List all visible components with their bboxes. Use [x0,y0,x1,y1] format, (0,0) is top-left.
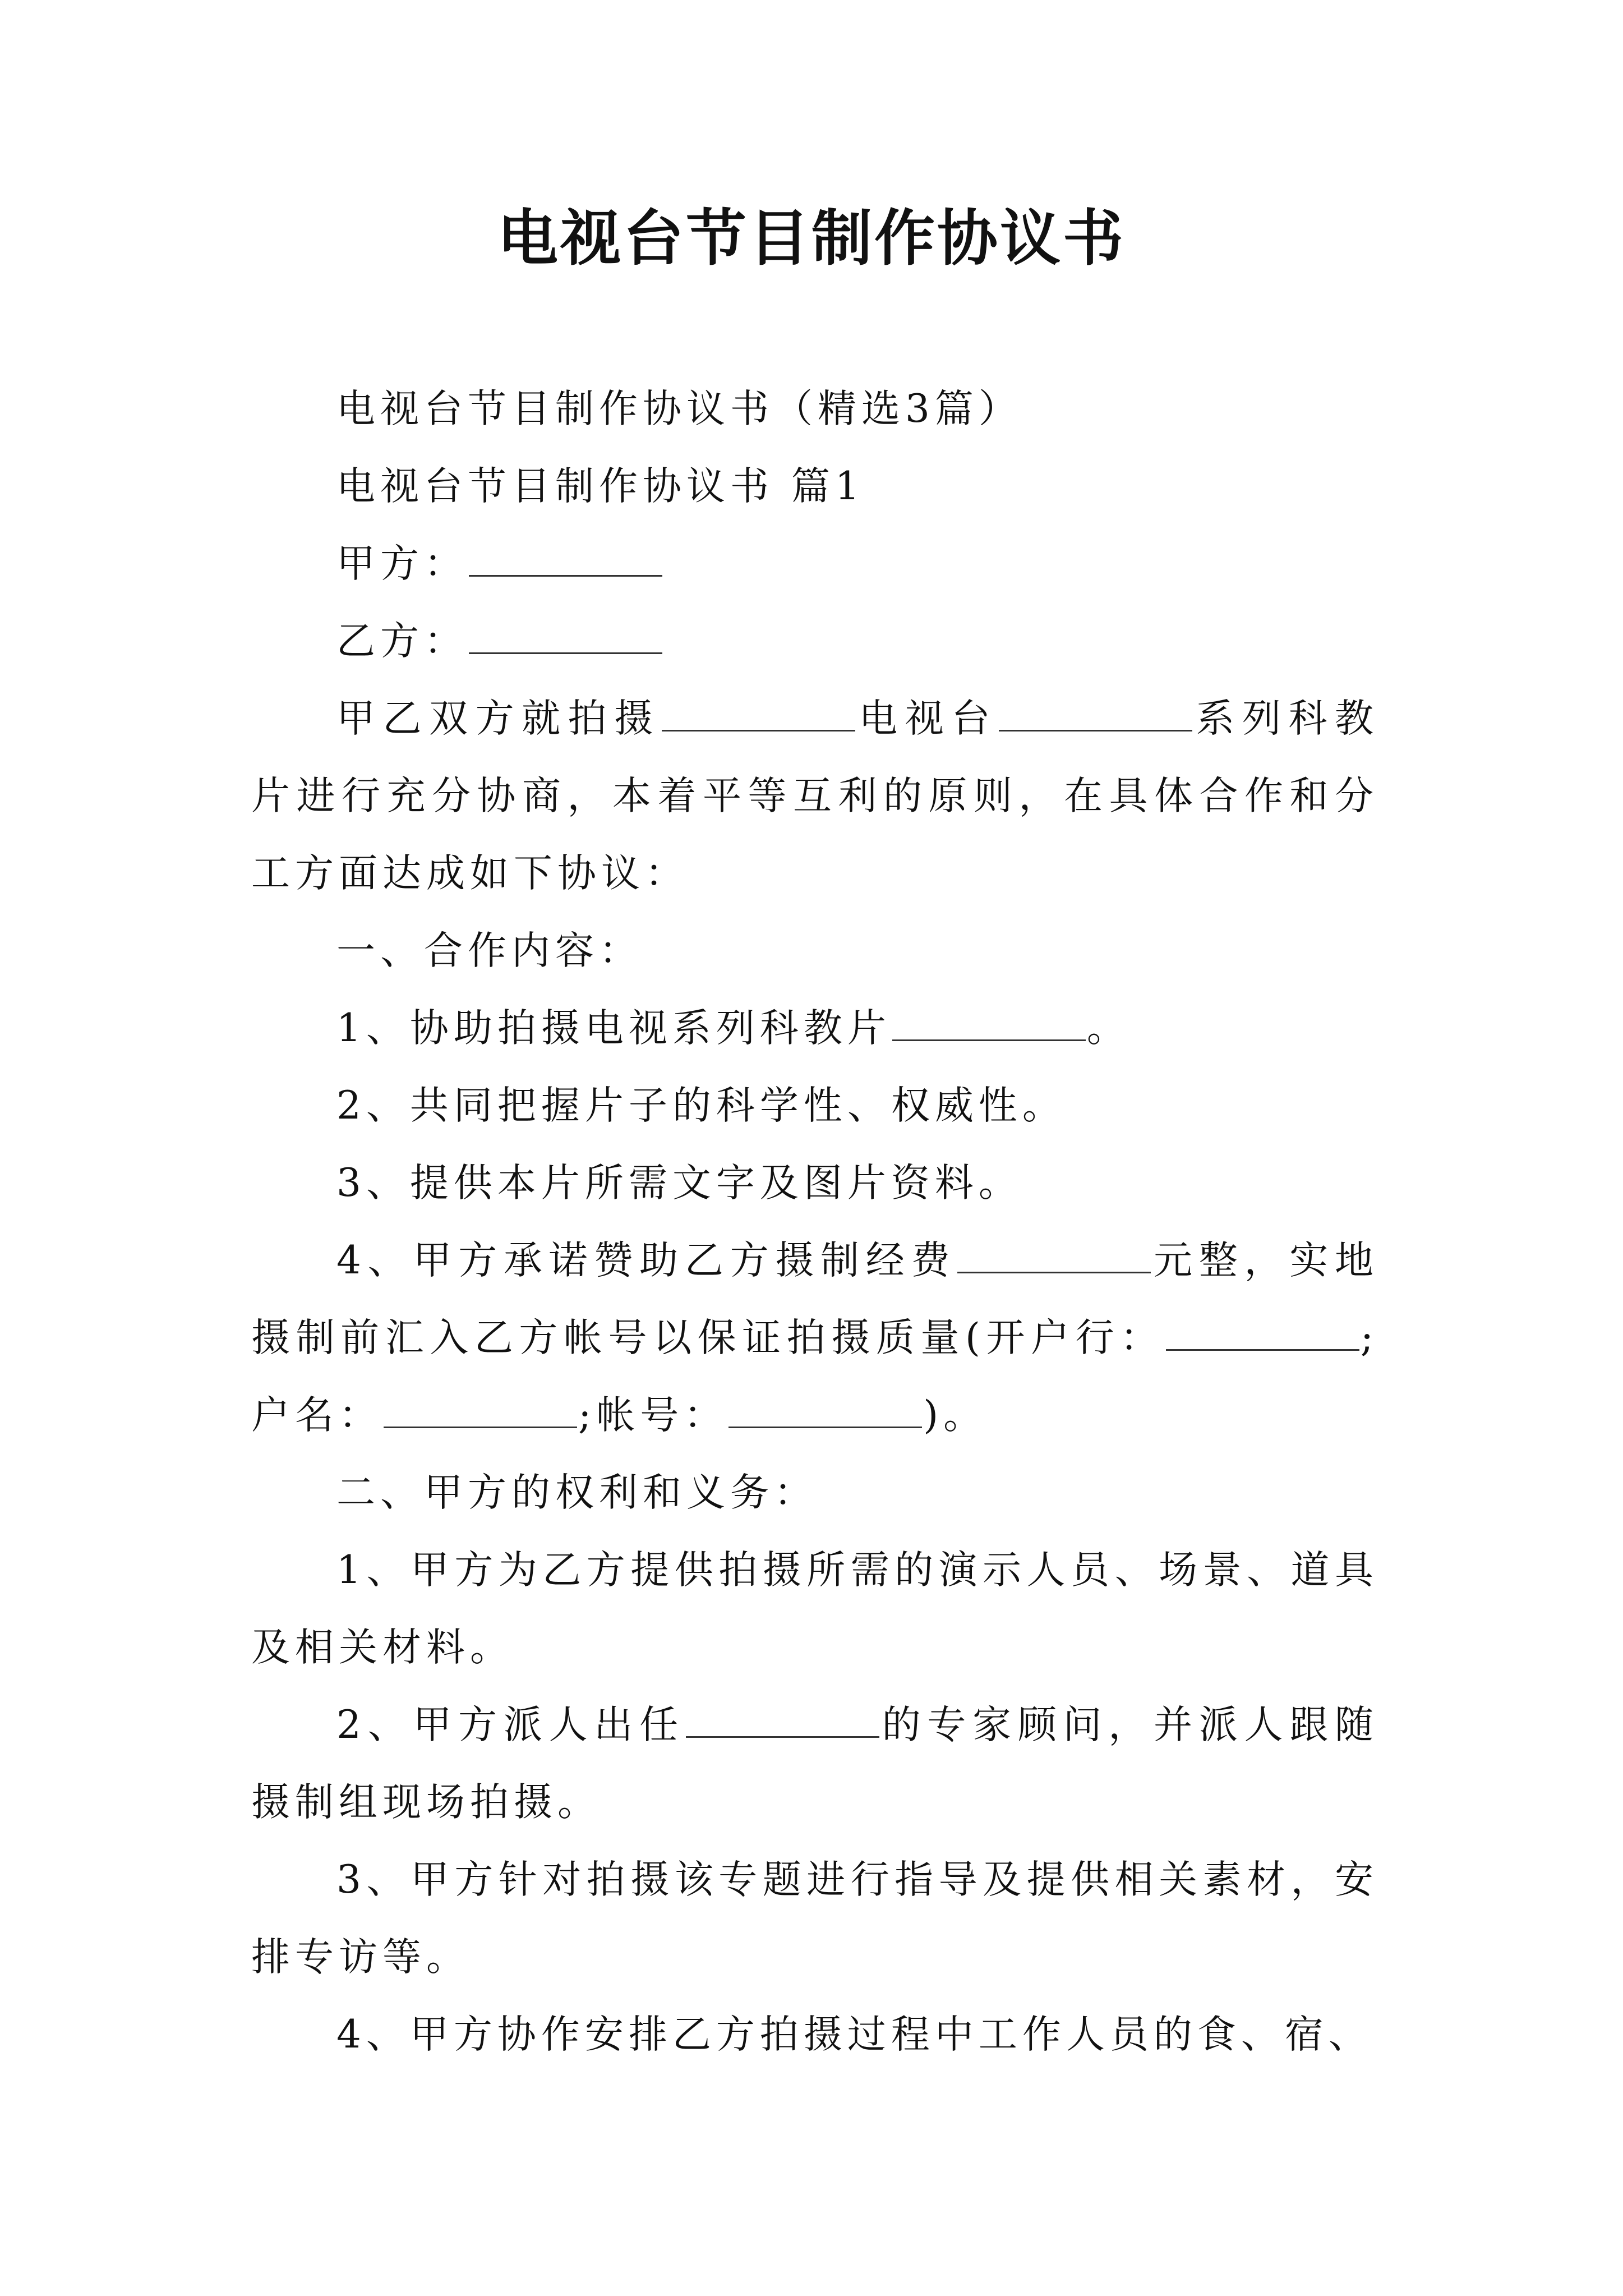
s1-item4-blank-1 [957,1238,1151,1273]
intro-blank-1 [662,696,855,731]
s1-item4-text-3: ;户名： [251,1315,1378,1438]
s1-item1-text-1: 1、协助拍摄电视系列科教片 [336,1006,891,1051]
s1-item1-text-2: 。 [1086,1006,1131,1051]
document-body [251,370,1378,2073]
section1-title: 一、合作内容： [336,928,643,973]
intro-text-1: 甲乙双方就拍摄 [336,696,661,741]
s2-item3: 3、甲方针对拍摄该专题进行指导及提供相关素材，安排专访等。 [251,1857,1378,1980]
s2-item2-blank [686,1703,879,1738]
s2-item2-text-2: 的专家顾问，并派人跟随摄制组现场拍摄。 [251,1703,1379,1825]
subtitle: 电视台节目制作协议书（精选3篇） [336,386,1022,431]
party-b-label: 乙方： [336,619,468,664]
party-a-label: 甲方： [336,541,468,586]
section2-title: 二、甲方的权利和义务： [336,1470,818,1515]
document-title: 电视台节目制作协议书 [497,203,1126,274]
s1-item2: 2、共同把握片子的科学性、权威性。 [336,1083,1066,1128]
s1-item4-text-1: 4、甲方承诺赞助乙方摄制经费 [336,1238,957,1283]
section-heading: 电视台节目制作协议书 篇1 [336,464,865,509]
s1-item4-text-5: )。 [923,1393,988,1438]
s1-item4-text-4: ;帐号： [578,1393,728,1438]
party-a-blank [469,541,662,577]
s1-item4-blank-2 [1166,1315,1359,1351]
s1-item1 [251,990,1378,1067]
party-b-line [251,602,1378,680]
intro-text-2: 电视台 [856,696,998,741]
s1-item3: 3、提供本片所需文字及图片资料。 [336,1161,1022,1205]
s2-item4: 4、甲方协作安排乙方拍摄过程中工作人员的食、宿、 [336,2012,1372,2057]
s2-item2-text-1: 2、甲方派人出任 [336,1703,685,1747]
intro-paragraph [251,680,1378,912]
s1-item1-blank [892,1006,1086,1041]
s2-item2 [251,1686,1378,1841]
s1-item4-blank-4 [728,1393,922,1428]
s2-item1: 1、甲方为乙方提供拍摄所需的演示人员、场景、道具及相关材料。 [251,1548,1378,1670]
party-b-blank [469,619,662,654]
party-a-line [251,525,1378,602]
s1-item4-blank-3 [384,1393,577,1428]
intro-blank-2 [999,696,1192,731]
intro-text-3: 系列科教片进行充分协商，本着平等互利的原则，在具体合作和分工方面达成如下协议： [251,696,1379,896]
s1-item4 [251,1222,1378,1454]
s1-item4-text-2: 元整，实地摄制前汇入乙方帐号以保证拍摄质量(开户行： [251,1238,1379,1360]
